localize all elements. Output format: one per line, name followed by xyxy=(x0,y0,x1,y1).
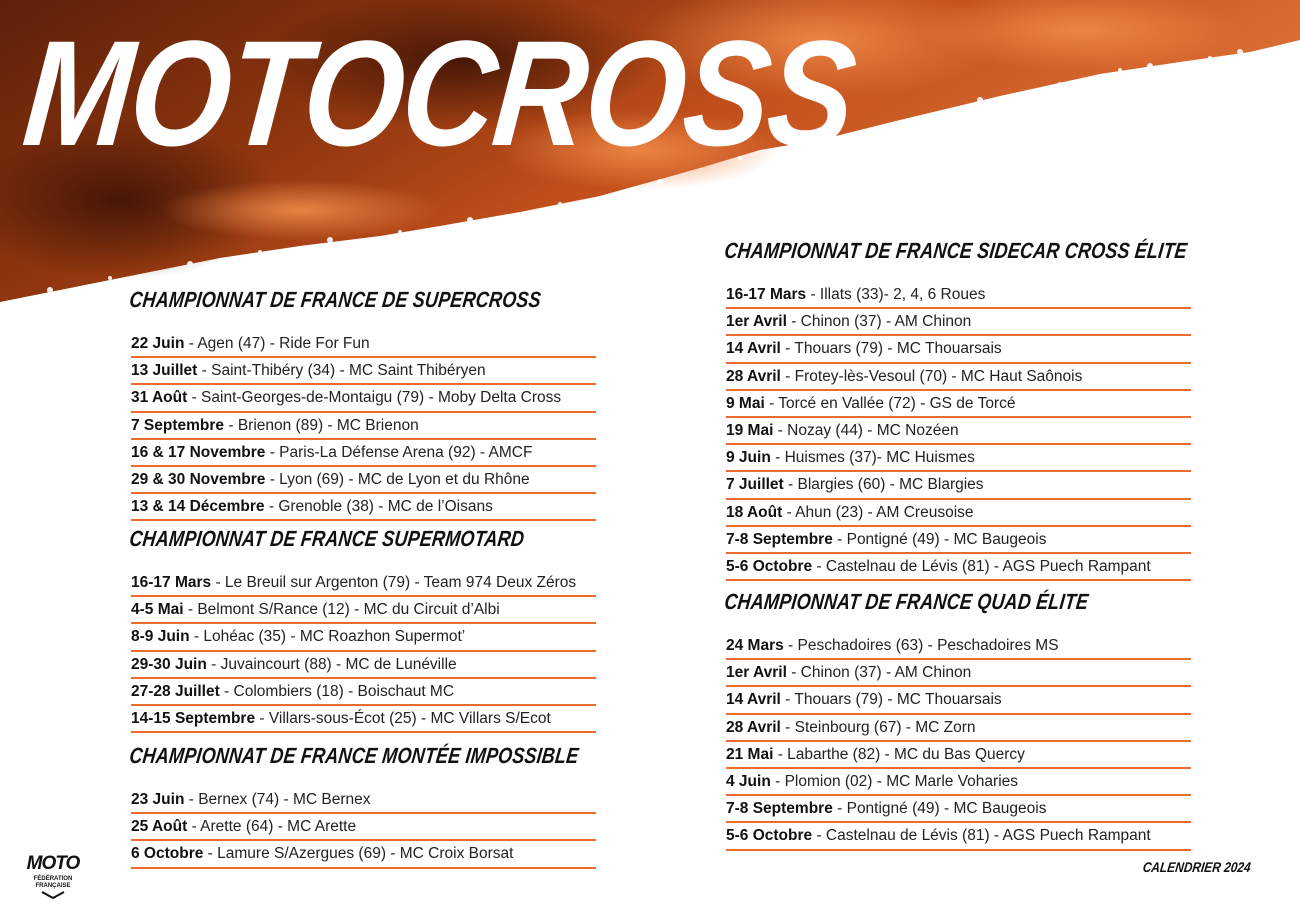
event-row xyxy=(131,706,596,733)
event-details: - Labarthe (82) - MC du Bas Quercy xyxy=(773,745,1025,763)
event-date: 16-17 Mars xyxy=(726,286,807,303)
event-row xyxy=(726,445,1191,472)
event-details: - Lamure S/Azergues (69) - MC Croix Borsat xyxy=(203,845,514,863)
section-title-quad-elite: CHAMPIONNAT DE FRANCE QUAD ÉLITE xyxy=(723,589,1090,614)
event-details: - Ahun (23) - AM Creusoise xyxy=(782,503,974,521)
event-date: 7-8 Septembre xyxy=(726,530,833,548)
event-row xyxy=(131,440,596,467)
logo-line2: FRANÇAISE xyxy=(35,883,71,889)
event-date: 19 Mai xyxy=(726,421,774,439)
event-row xyxy=(131,385,596,412)
logo-shield-icon xyxy=(20,854,86,900)
event-details: - Juvaincourt (88) - MC de Lunéville xyxy=(206,655,457,673)
event-details: - Arette (64) - MC Arette xyxy=(187,818,357,836)
events-list-supermotard xyxy=(131,570,596,733)
event-row xyxy=(726,472,1191,499)
hero-banner xyxy=(0,0,1300,320)
event-row xyxy=(131,358,596,385)
event-row xyxy=(131,841,596,868)
event-details: - Pontigné (49) - MC Baugeois xyxy=(832,800,1047,818)
event-row xyxy=(131,679,596,706)
event-details: - Thouars (79) - MC Thouarsais xyxy=(780,691,1002,709)
event-row xyxy=(726,796,1191,823)
event-details: - Le Breuil sur Argenton (79) - Team 974 Deux Zéros xyxy=(211,574,577,591)
event-row xyxy=(726,500,1191,527)
event-date: 7 Juillet xyxy=(726,476,784,494)
event-date: 9 Mai xyxy=(726,394,765,412)
event-row xyxy=(726,769,1191,796)
event-row xyxy=(726,336,1191,363)
event-details: - Saint-Thibéry (34) - MC Saint Thibéryen xyxy=(197,362,486,380)
event-details: - Pontigné (49) - MC Baugeois xyxy=(832,530,1047,548)
event-details: - Grenoble (38) - MC de l’Oisans xyxy=(264,498,493,516)
events-list-montee-impossible xyxy=(131,787,596,869)
event-details: - Chinon (37) - AM Chinon xyxy=(786,313,972,331)
event-row xyxy=(131,624,596,651)
event-details: - Blargies (60) - MC Blargies xyxy=(783,476,984,494)
event-details: - Peschadoires (63) - Peschadoires MS xyxy=(783,637,1059,654)
event-row xyxy=(131,467,596,494)
event-row xyxy=(726,687,1191,714)
event-row xyxy=(131,413,596,440)
event-details: - Nozay (44) - MC Nozéen xyxy=(773,421,959,439)
ffm-logo xyxy=(20,854,86,900)
event-row xyxy=(131,331,596,358)
section-title-supermotard: CHAMPIONNAT DE FRANCE SUPERMOTARD xyxy=(128,526,526,551)
event-details: - Castelnau de Lévis (81) - AGS Puech Rampant xyxy=(812,827,1151,845)
event-row xyxy=(726,309,1191,336)
event-details: - Villars-sous-Écot (25) - MC Villars S/Ecot xyxy=(255,709,551,727)
logo-line1: FÉDÉRATION xyxy=(33,876,73,882)
event-date: 4-5 Mai xyxy=(131,601,184,619)
event-details: - Agen (47) - Ride For Fun xyxy=(184,335,370,352)
hero-title: MOTOCROSS xyxy=(17,9,861,177)
event-date: 6 Octobre xyxy=(131,845,204,863)
event-details: - Plomion (02) - MC Marle Voharies xyxy=(770,772,1019,790)
event-date: 28 Avril xyxy=(726,718,781,736)
event-details: - Bernex (74) - MC Bernex xyxy=(184,791,371,808)
event-date: 7-8 Septembre xyxy=(726,800,833,818)
event-row xyxy=(131,814,596,841)
event-details: - Belmont S/Rance (12) - MC du Circuit d’Albi xyxy=(183,601,500,619)
event-date: 31 Août xyxy=(131,389,188,407)
event-details: - Colombiers (18) - Boischaut MC xyxy=(219,682,455,700)
event-date: 29-30 Juin xyxy=(131,655,207,673)
event-row xyxy=(726,391,1191,418)
event-date: 13 Juillet xyxy=(131,362,198,380)
event-details: - Brienon (89) - MC Brienon xyxy=(224,416,419,434)
section-title-montee-impossible: CHAMPIONNAT DE FRANCE MONTÉE IMPOSSIBLE xyxy=(128,743,581,768)
event-row xyxy=(131,597,596,624)
event-details: - Castelnau de Lévis (81) - AGS Puech Rampant xyxy=(812,557,1151,575)
event-row xyxy=(726,527,1191,554)
event-row xyxy=(131,570,596,597)
event-details: - Thouars (79) - MC Thouarsais xyxy=(780,340,1002,358)
event-date: 4 Juin xyxy=(726,772,771,790)
event-date: 24 Mars xyxy=(726,637,784,654)
events-list-sidecar-cross xyxy=(726,282,1191,581)
calendar-year-label: CALENDRIER 2024 xyxy=(1141,859,1252,875)
event-date: 1er Avril xyxy=(726,313,787,331)
event-date: 8-9 Juin xyxy=(131,628,190,646)
event-date: 5-6 Octobre xyxy=(726,827,813,845)
event-date: 14-15 Septembre xyxy=(131,709,256,727)
event-row xyxy=(726,823,1191,850)
event-date: 27-28 Juillet xyxy=(131,682,220,700)
event-date: 21 Mai xyxy=(726,745,774,763)
section-title-supercross: CHAMPIONNAT DE FRANCE DE SUPERCROSS xyxy=(128,287,543,312)
event-row xyxy=(131,652,596,679)
event-date: 23 Juin xyxy=(131,791,185,808)
event-details: - Illats (33)- 2, 4, 6 Roues xyxy=(806,286,986,303)
event-row xyxy=(726,742,1191,769)
event-row xyxy=(131,494,596,521)
event-date: 9 Juin xyxy=(726,449,771,467)
event-details: - Frotey-lès-Vesoul (70) - MC Haut Saônois xyxy=(780,367,1083,385)
event-date: 16 & 17 Novembre xyxy=(131,443,266,461)
event-date: 28 Avril xyxy=(726,367,781,385)
event-details: - Steinbourg (67) - MC Zorn xyxy=(780,718,976,736)
events-list-quad-elite xyxy=(726,633,1191,851)
event-date: 13 & 14 Décembre xyxy=(131,498,265,516)
event-date: 18 Août xyxy=(726,503,783,521)
event-date: 7 Septembre xyxy=(131,416,225,434)
event-date: 22 Juin xyxy=(131,335,185,352)
event-details: - Saint-Georges-de-Montaigu (79) - Moby Delta Cross xyxy=(187,389,562,407)
event-row xyxy=(726,715,1191,742)
event-details: - Chinon (37) - AM Chinon xyxy=(786,664,972,682)
event-date: 5-6 Octobre xyxy=(726,557,813,575)
logo-wordmark: MOTO xyxy=(26,853,80,874)
event-row xyxy=(726,282,1191,309)
event-details: - Huismes (37)- MC Huismes xyxy=(770,449,975,467)
event-date: 14 Avril xyxy=(726,691,781,709)
event-details: - Torcé en Vallée (72) - GS de Torcé xyxy=(764,394,1016,412)
event-date: 25 Août xyxy=(131,818,188,836)
event-date: 1er Avril xyxy=(726,664,787,682)
event-date: 16-17 Mars xyxy=(131,574,212,591)
events-list-supercross xyxy=(131,331,596,521)
event-row xyxy=(726,418,1191,445)
event-row xyxy=(131,787,596,814)
event-row xyxy=(726,364,1191,391)
event-row xyxy=(726,633,1191,660)
event-details: - Lyon (69) - MC de Lyon et du Rhône xyxy=(265,470,530,488)
event-date: 14 Avril xyxy=(726,340,781,358)
event-date: 29 & 30 Novembre xyxy=(131,470,266,488)
event-details: - Paris-La Défense Arena (92) - AMCF xyxy=(265,443,533,461)
event-row xyxy=(726,554,1191,581)
event-details: - Lohéac (35) - MC Roazhon Supermot’ xyxy=(189,628,466,646)
section-title-sidecar-cross: CHAMPIONNAT DE FRANCE SIDECAR CROSS ÉLITE xyxy=(723,238,1189,263)
event-row xyxy=(726,660,1191,687)
